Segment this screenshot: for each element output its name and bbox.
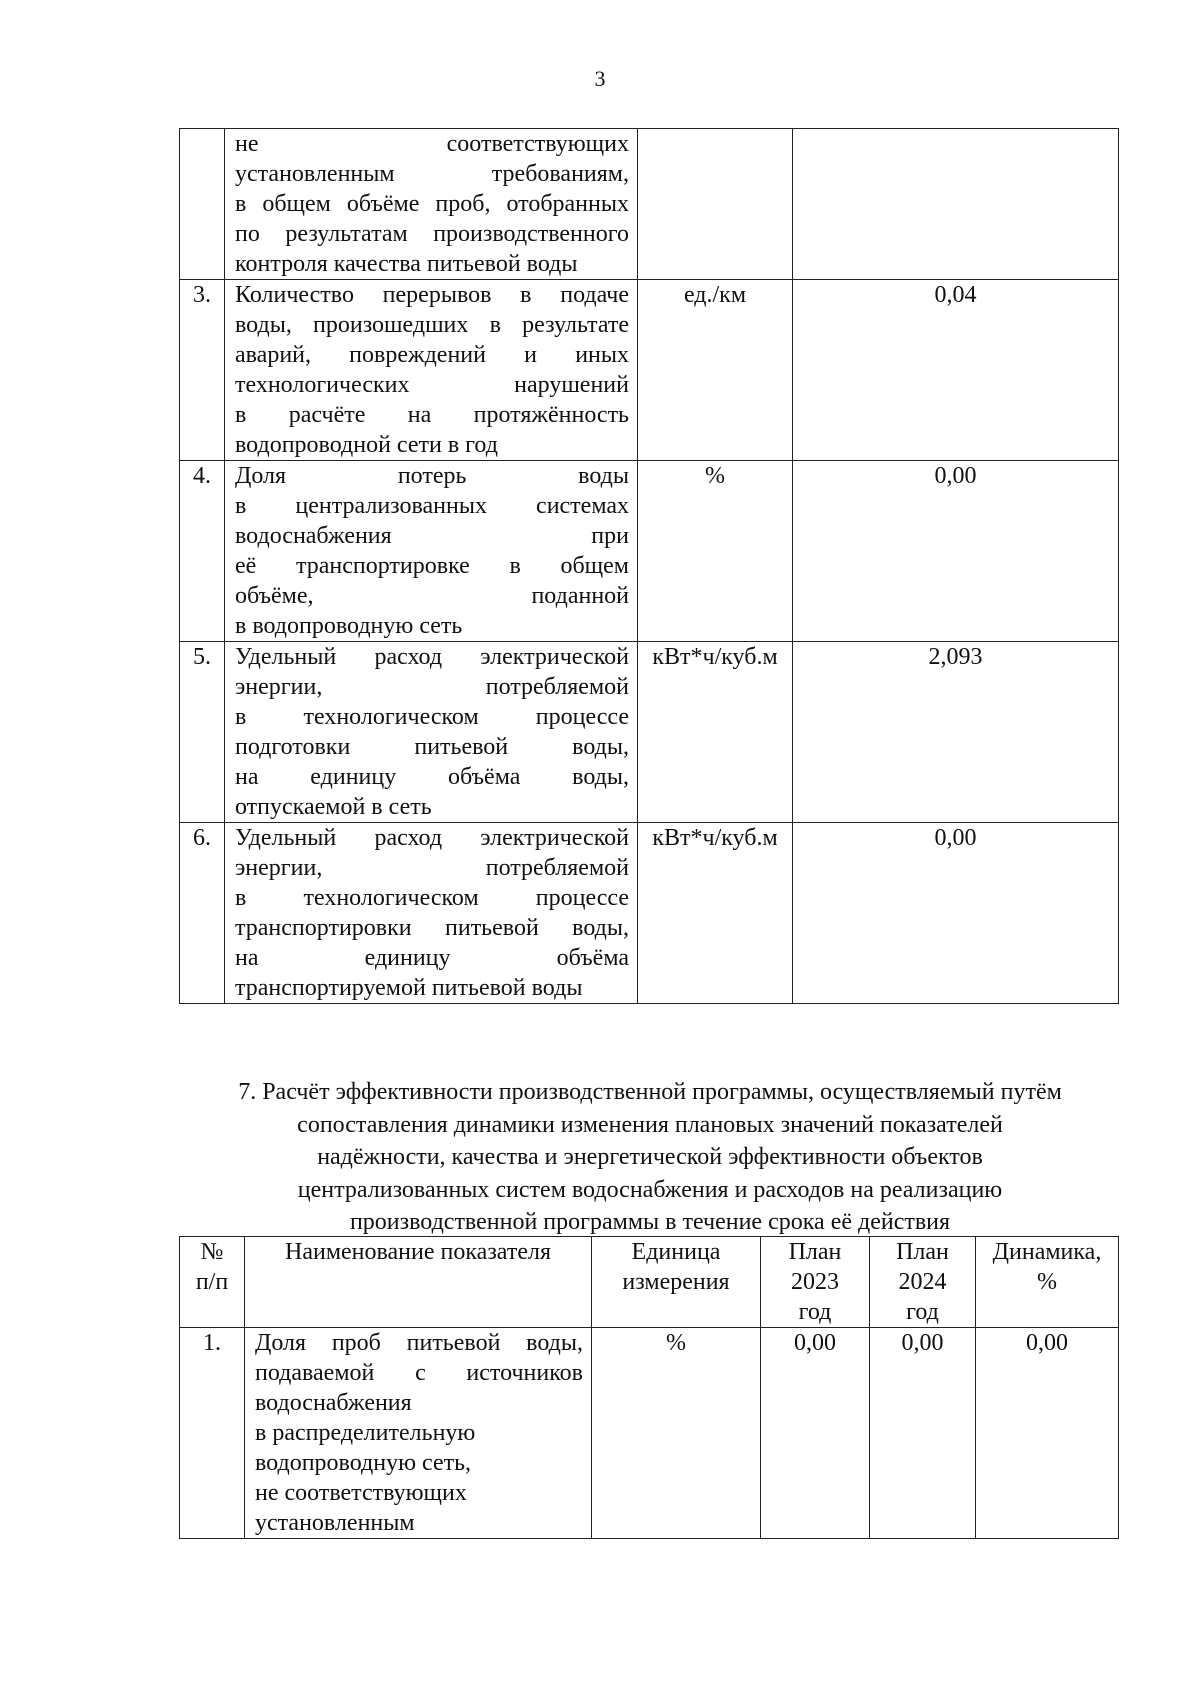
indicator-name-line: Доля потерь воды	[235, 463, 629, 489]
table-row	[180, 1328, 1119, 1539]
section-7-title	[170, 1076, 1130, 1239]
unit-of-measure: кВт*ч/куб.м	[638, 642, 793, 823]
indicator-name-line: транспортируемой питьевой воды	[235, 975, 583, 1001]
header-line: План	[896, 1239, 949, 1265]
indicator-name-line: в общем объёме проб, отобранных	[235, 191, 629, 217]
table-row	[180, 129, 1119, 280]
table-header-row	[180, 1237, 1119, 1328]
plan-2023-value: 0,00	[761, 1328, 870, 1539]
header-line: Динамика,	[992, 1239, 1102, 1265]
section-title-line: производственной программы в течение срока её действия	[349, 1209, 951, 1235]
indicator-name-line: на единицу объёма	[235, 945, 629, 971]
indicator-name-line: водопроводной сети в год	[235, 432, 498, 458]
indicator-name-line: по результатам производственного	[235, 221, 629, 247]
indicator-name-line: водоснабжения при	[235, 523, 629, 549]
header-line: %	[1037, 1269, 1057, 1295]
indicator-name-line: на единицу объёма воды,	[235, 764, 629, 790]
indicator-value: 2,093	[793, 642, 1119, 823]
indicator-name-line: энергии, потребляемой	[235, 674, 629, 700]
unit-of-measure: %	[638, 461, 793, 642]
indicator-name	[225, 642, 638, 823]
plan-2024-value: 0,00	[870, 1328, 976, 1539]
indicator-name	[225, 129, 638, 280]
table-row	[180, 642, 1119, 823]
section-title-line: сопоставления динамики изменения плановых значений показателей	[297, 1111, 1003, 1138]
indicators-table-continued	[179, 128, 1119, 1004]
header-line: План	[788, 1239, 842, 1265]
indicator-value: 0,00	[793, 823, 1119, 1004]
indicator-name-line: в технологическом процессе	[235, 704, 629, 730]
section-title-line: надёжности, качества и энергетической эффективности объектов	[317, 1144, 983, 1170]
indicator-name-line: водоснабжения	[255, 1390, 412, 1416]
indicator-name-line: Доля проб питьевой воды,	[255, 1330, 583, 1356]
indicator-name-line: её транспортировке в общем	[235, 553, 629, 579]
section-title-line: централизованных систем водоснабжения и расходов на реализацию	[297, 1176, 1003, 1203]
indicator-name	[245, 1328, 592, 1539]
indicator-name-line: Количество перерывов в подаче	[235, 282, 629, 308]
header-unit	[592, 1237, 761, 1328]
indicator-name-line: Удельный расход электрической	[235, 825, 629, 851]
header-plan-2023	[761, 1237, 870, 1328]
header-line: год	[906, 1299, 939, 1325]
indicator-name-line: контроля качества питьевой воды	[235, 251, 578, 277]
indicator-name-line: аварий, повреждений и иных	[235, 342, 629, 368]
header-line: №	[200, 1239, 224, 1265]
unit-of-measure: кВт*ч/куб.м	[638, 823, 793, 1004]
row-number: 3.	[180, 280, 225, 461]
indicator-name-line: в расчёте на протяжённость	[235, 402, 629, 428]
indicator-name-line: не соответствующих	[235, 131, 629, 157]
indicator-name-line: транспортировки питьевой воды,	[235, 915, 629, 941]
indicator-name-line: объёме, поданной	[235, 583, 629, 609]
indicator-name-line: Удельный расход электрической	[235, 644, 629, 670]
indicator-value: 0,04	[793, 280, 1119, 461]
indicator-name-line: отпускаемой в сеть	[235, 794, 432, 820]
indicator-name-line: в распределительную	[255, 1420, 476, 1446]
indicator-name-line: подготовки питьевой воды,	[235, 734, 629, 760]
header-line: год	[798, 1299, 832, 1325]
header-num	[180, 1237, 245, 1328]
indicator-name	[225, 280, 638, 461]
unit-of-measure: %	[592, 1328, 761, 1539]
unit-of-measure: ед./км	[638, 280, 793, 461]
header-dynamics	[976, 1237, 1119, 1328]
table-row	[180, 280, 1119, 461]
row-number	[180, 129, 225, 280]
indicator-value: 0,00	[793, 461, 1119, 642]
indicator-name-line: воды, произошедших в результате	[235, 312, 629, 338]
dynamics-value: 0,00	[976, 1328, 1119, 1539]
indicator-name-line: подаваемой с источников	[255, 1360, 583, 1386]
indicator-name	[225, 823, 638, 1004]
table-row	[180, 823, 1119, 1004]
indicator-name-line: в технологическом процессе	[235, 885, 629, 911]
indicator-name	[225, 461, 638, 642]
indicator-name-line: не соответствующих	[255, 1480, 467, 1506]
header-line: Наименование показателя	[285, 1239, 551, 1265]
row-number: 5.	[180, 642, 225, 823]
page-number: 3	[594, 66, 606, 91]
section-title-line: 7. Расчёт эффективности производственной программы, осуществляемый путём	[238, 1079, 1062, 1105]
unit-of-measure	[638, 129, 793, 280]
table-row	[180, 461, 1119, 642]
indicator-name-line: в водопроводную сеть	[235, 613, 463, 639]
indicator-name-line: водопроводную сеть,	[255, 1450, 472, 1476]
row-number: 6.	[180, 823, 225, 1004]
indicator-name-line: установленным	[255, 1510, 415, 1536]
header-line: п/п	[195, 1269, 229, 1295]
header-line: Единица	[631, 1239, 721, 1265]
indicator-name-line: технологических нарушений	[235, 372, 629, 398]
indicator-name-line: энергии, потребляемой	[235, 855, 629, 881]
efficiency-table	[179, 1236, 1119, 1539]
indicator-name-line: в централизованных системах	[235, 493, 629, 519]
indicator-value	[793, 129, 1119, 280]
row-number: 1.	[180, 1328, 245, 1539]
header-line: измерения	[622, 1269, 730, 1295]
indicator-name-line: установленным требованиям,	[235, 161, 629, 187]
row-number: 4.	[180, 461, 225, 642]
header-line: 2023	[791, 1269, 839, 1295]
header-line: 2024	[898, 1269, 947, 1295]
header-plan-2024	[870, 1237, 976, 1328]
header-name	[245, 1237, 592, 1328]
